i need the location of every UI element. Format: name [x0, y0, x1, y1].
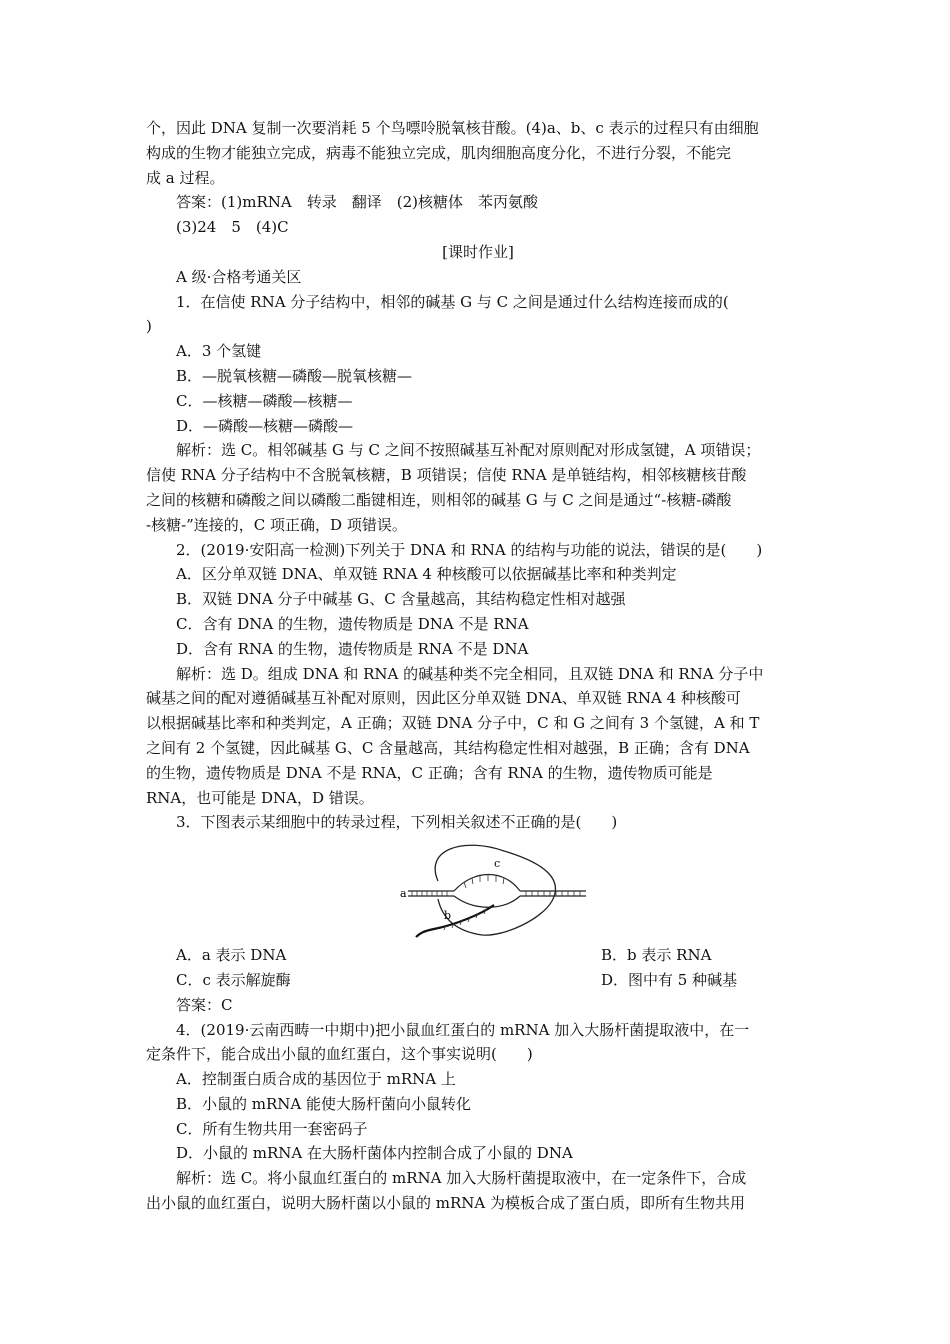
label-c: c — [494, 857, 501, 871]
intro-line: 个，因此 DNA 复制一次要消耗 5 个鸟嘌呤脱氧核苷酸。(4)a、b、c 表示的过程只有由细胞 — [146, 119, 759, 137]
bubble-rungs — [464, 875, 504, 888]
dna-template-strand — [454, 896, 520, 907]
transcription-figure — [146, 835, 810, 943]
q4-analysis: 出小鼠的血红蛋白，说明大肠杆菌以小鼠的 mRNA 为模板合成了蛋白质，即所有生物共用 — [146, 1194, 746, 1213]
q3-options-row — [146, 968, 810, 993]
intro-line: 构成的生物才能独立完成，病毒不能独立完成，肌肉细胞高度分化，不进行分裂，不能完 — [146, 143, 732, 162]
q3-stem: 3．下图表示某细胞中的转录过程，下列相关叙述不正确的是( ) — [176, 813, 618, 832]
q2-stem: 2．(2019·安阳高一检测)下列关于 DNA 和 RNA 的结构与功能的说法，错误的是( ) — [176, 540, 763, 559]
q2-analysis: 的生物，遗传物质是 DNA 不是 RNA，C 正确；含有 RNA 的生物，遗传物质可能是 — [146, 763, 713, 782]
q2-analysis: 解析：选 D。组成 DNA 和 RNA 的碱基种类不完全相同，且双链 DNA 和 RNA 分子中 — [176, 664, 764, 683]
intro-line: 成 a 过程。 — [146, 168, 225, 187]
q2-option: B．双链 DNA 分子中碱基 G、C 含量越高，其结构稳定性相对越强 — [176, 590, 626, 609]
q2-analysis: RNA，也可能是 DNA，D 错误。 — [146, 788, 374, 807]
q4-option: C．所有生物共用一套密码子 — [176, 1119, 368, 1138]
q1-option: C．—核糖—磷酸—核糖— — [176, 391, 353, 410]
q3-answer: 答案：C — [176, 995, 233, 1014]
q4-stem-cont: 定条件下，能合成出小鼠的血红蛋白，这个事实说明( ) — [146, 1045, 533, 1064]
dna-rungs-right — [526, 891, 580, 896]
q2-option: A．区分单双链 DNA、单双链 RNA 4 种核酸可以依据碱基比率和种类判定 — [176, 565, 677, 584]
q1-analysis: 解析：选 C。相邻碱基 G 与 C 之间不按照碱基互补配对原则配对形成氢键，A 项错误； — [176, 441, 761, 460]
label-a: a — [400, 887, 407, 901]
document-page — [146, 116, 810, 1216]
q4-option: B．小鼠的 mRNA 能使大肠杆菌向小鼠转化 — [176, 1094, 472, 1113]
q3-option: A．a 表示 DNA — [176, 946, 287, 965]
q3-options-row — [146, 943, 810, 968]
q1-analysis: 之间的核糖和磷酸之间以磷酸二酯键相连，则相邻的碱基 G 与 C 之间是通过“-核糖-磷酸 — [146, 490, 732, 509]
q1-analysis: -核糖-”连接的，C 项正确，D 项错误。 — [146, 515, 407, 534]
q3-option: B．b 表示 RNA — [601, 946, 712, 965]
q2-analysis: 碱基之间的配对遵循碱基互补配对原则，因此区分单双链 DNA、单双链 RNA 4 种核酸可 — [146, 689, 741, 708]
q4-option: D．小鼠的 mRNA 在大肠杆菌体内控制合成了小鼠的 DNA — [176, 1144, 573, 1163]
q1-option: B．—脱氧核糖—磷酸—脱氧核糖— — [176, 366, 413, 385]
prev-answer-line: (3)24 5 (4)C — [176, 218, 289, 237]
prev-answer-line: 答案：(1)mRNA 转录 翻译 (2)核糖体 苯丙氨酸 — [176, 193, 538, 212]
rna-strand — [416, 905, 494, 937]
q1-option: A．3 个氢键 — [176, 342, 262, 361]
transcription-diagram — [394, 839, 594, 939]
q1-stem: 1．在信使 RNA 分子结构中，相邻的碱基 G 与 C 之间是通过什么结构连接而成的( — [176, 292, 729, 311]
q1-option: D．—磷酸—核糖—磷酸— — [176, 416, 354, 435]
q3-option: D．图中有 5 种碱基 — [601, 970, 738, 989]
q4-option: A．控制蛋白质合成的基因位于 mRNA 上 — [176, 1070, 456, 1089]
q4-stem: 4．(2019·云南西畴一中期中)把小鼠血红蛋白的 mRNA 加入大肠杆菌提取液中，在一 — [176, 1020, 750, 1039]
q2-option: C．含有 DNA 的生物，遗传物质是 DNA 不是 RNA — [176, 614, 529, 633]
q1-stem-cont: ) — [146, 317, 152, 336]
q1-analysis: 信使 RNA 分子结构中不含脱氧核糖，B 项错误；信使 RNA 是单链结构，相邻核糖核苷酸 — [146, 466, 747, 485]
q2-option: D．含有 RNA 的生物，遗传物质是 RNA 不是 DNA — [176, 639, 529, 658]
q4-analysis: 解析：选 C。将小鼠血红蛋白的 mRNA 加入大肠杆菌提取液中，在一定条件下，合成 — [176, 1169, 747, 1188]
section-title: [课时作业] — [442, 242, 514, 261]
dna-rungs-left — [412, 891, 447, 896]
q3-option: C．c 表示解旋酶 — [176, 970, 291, 989]
q2-analysis: 之间有 2 个氢键，因此碱基 G、C 含量越高，其结构稳定性相对越强，B 正确；含有 DNA — [146, 738, 750, 757]
level-heading: A 级·合格考通关区 — [176, 267, 302, 286]
label-b: b — [444, 909, 452, 923]
q2-analysis: 以根据碱基比率和种类判定，A 正确；双链 DNA 分子中，C 和 G 之间有 3 个氢键，A 和 T — [146, 714, 760, 733]
